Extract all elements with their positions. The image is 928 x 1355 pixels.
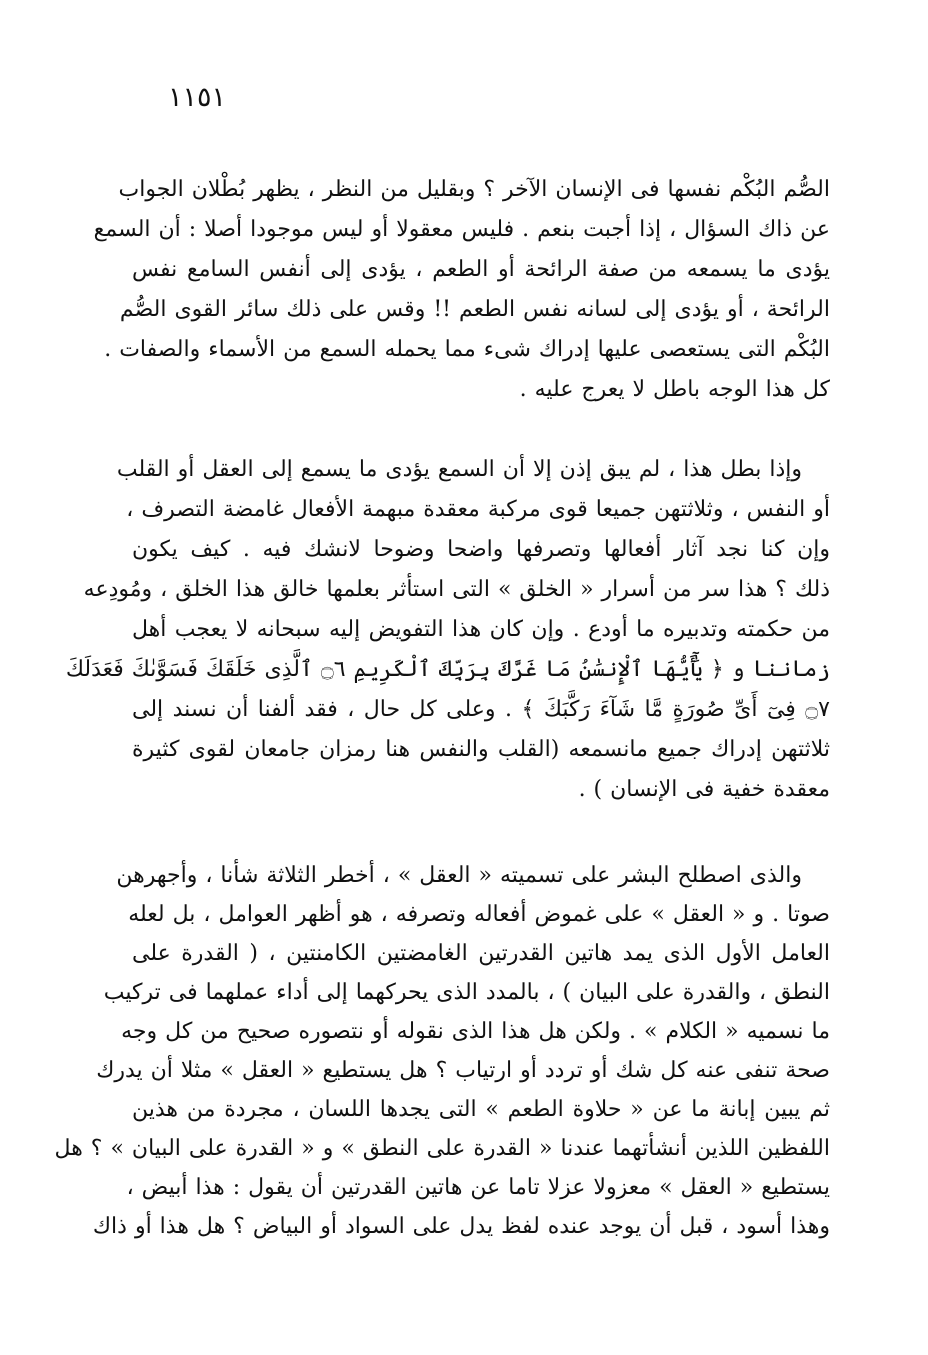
- text-line: ما نسميه « الكلام » . ولكن هل هذا الذى نقوله أو نتصوره صحيح من كل وجه: [121, 1019, 830, 1044]
- text-line: من حكمته وتدبيره ما أودع . وإن كان هذا التفويض إليه سبحانه لا يعجب أهل: [132, 617, 830, 642]
- text-line: صحة تنفى عنه كل شك أو تردد أو ارتياب ؟ هل يستطيع « العقل » مثلا أن يدرك: [96, 1058, 830, 1083]
- text-line: النطق ، والقدرة على البيان ) ، بالمدد الذى يحركهما إلى أداء عملهما فى تركيب: [103, 980, 830, 1005]
- text-line: الرائحة ، أو يؤدى إلى لسانه نفس الطعم !! وقس على ذلك سائر القوى الصُّم: [119, 297, 830, 322]
- quran-verse-line: ۝٧ فِىٓ أَىِّ صُورَةٍ مَّا شَآءَ رَكَّبَكَ ﴾ . وعلى كل حال ، فقد ألفنا أن نسند إلى: [132, 697, 830, 722]
- text-line: أو النفس ، وثلاثتهن جميعا قوى مركبة معقدة مبهمة الأفعال غامضة التصرف ،: [126, 497, 830, 522]
- paragraph-3: [54, 856, 830, 1246]
- text-line: معقدة خفية فى الإنسان ) .: [578, 777, 830, 802]
- text-line: والذى اصطلح البشر على تسميته « العقل » ، أخطر الثلاثة شأنا ، وأجهرهن: [116, 863, 802, 888]
- quran-verse-line: زماننا و ﴿ يَٰٓأَيُّهَا ٱلْإِنسَٰنُ مَا غَرَّكَ بِرَبِّكَ ٱلْكَرِيمِ ۝٦ ٱلَّذِى خَلَقَكَ فَسَوَّىٰكَ فَعَدَلَكَ: [65, 657, 830, 682]
- text-line: وإذا بطل هذا ، لم يبق إذن إلا أن السمع يؤدى ما يسمع إلى العقل أو القلب: [116, 457, 802, 482]
- paragraph-2: [65, 450, 830, 810]
- text-line: يؤدى ما يسمعه من صفة الرائحة أو الطعم ، يؤدى إلى أنفس السامع نفس: [132, 257, 830, 282]
- text-line: عن ذاك السؤال ، إذا أجبت بنعم . فليس معقولا أو ليس موجودا أصلا : أن السمع: [93, 217, 830, 242]
- text-line: يستطيع « العقل » معزولا عزلا تاما عن هاتين القدرتين أن يقول : هذا أبيض ،: [126, 1175, 830, 1200]
- text-line: ذلك ؟ هذا سر من أسرار « الخلق » التى استأثر بعلمها خالق هذا الخلق ، ومُودِعه: [83, 577, 830, 602]
- text-line: ثم يبين إبانة ما عن « حلاوة الطعم » التى يجدها اللسان ، مجردة من هذين: [132, 1097, 830, 1122]
- text-line: اللفظين اللذين أنشأتهما عندنا « القدرة على النطق » و « القدرة على البيان » ؟ هل: [54, 1136, 830, 1161]
- text-line: وهذا أسود ، قبل أن يوجد عنده لفظ يدل على السواد أو البياض ؟ هل هذا أو ذاك: [92, 1214, 830, 1239]
- text-line: ثلاثتهن إدراك جميع مانسمعه (القلب والنفس هنا رمزان جامعان لقوى كثيرة: [132, 737, 830, 762]
- text-line: صوتا . و « العقل » على غموض أفعاله وتصرفه ، هو أظهر العوامل ، بل لعله: [128, 902, 830, 927]
- text-line: كل هذا الوجه باطل لا يعرج عليه .: [519, 377, 830, 402]
- text-line: العامل الأول الذى يمد هاتين القدرتين الغامضتين الكامنتين ، ( القدرة على: [132, 941, 830, 966]
- text-line: البُكْم التى يستعصى عليها إدراك شىء مما يحمله السمع من الأسماء والصفات .: [104, 337, 830, 362]
- paragraph-1: [93, 170, 830, 410]
- text-line: الصُّم البُكْم نفسها فى الإنسان الآخر ؟ وبقليل من النظر ، يظهر بُطْلان الجواب: [118, 177, 830, 202]
- page-number: ١١٥١: [168, 82, 227, 113]
- text-line: وإن كنا نجد آثار أفعالها وتصرفها واضحا وضوحا لانشك فيه . كيف يكون: [132, 537, 830, 562]
